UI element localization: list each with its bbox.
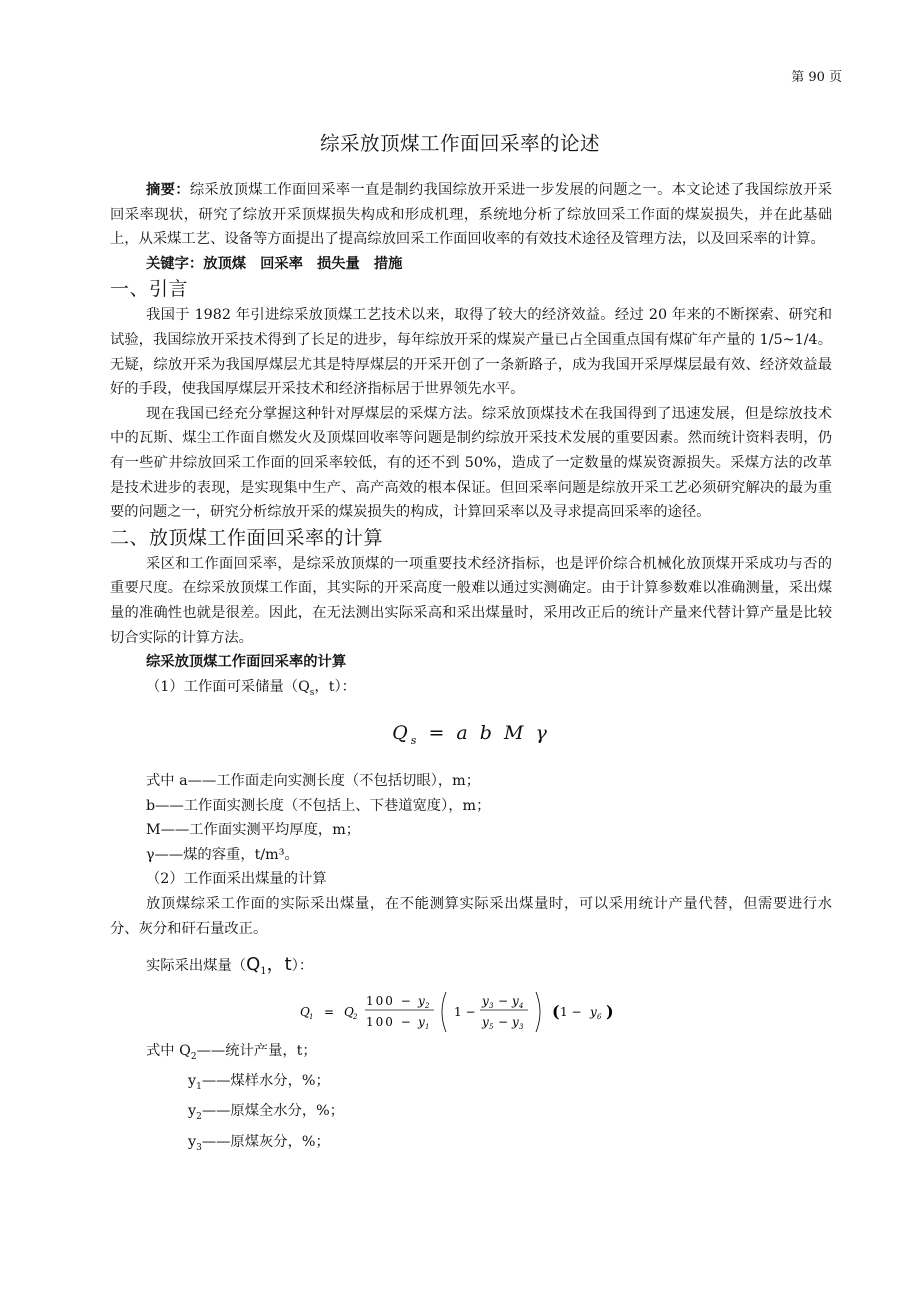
definition-y2: $y_2——$原煤全水分，%；: [188, 1103, 345, 1123]
calculation-subheading: 综采放顶煤工作面回采率的计算: [146, 654, 347, 671]
svg-text:1: 1: [309, 1012, 314, 1021]
keyword-item: 措施: [373, 255, 403, 272]
svg-text:4: 4: [519, 1001, 524, 1010]
svg-text:): ): [606, 1001, 614, 1021]
svg-text:6: 6: [597, 1012, 602, 1021]
svg-text:−: −: [498, 993, 509, 1008]
svg-text:y: y: [512, 1014, 519, 1029]
keyword-item: 损失量: [316, 255, 360, 272]
svg-text:y: y: [512, 993, 519, 1008]
svg-text:y: y: [482, 993, 489, 1008]
definition-a: 式中 a——工作面走向实测长度（不包括切眼），m；: [146, 772, 481, 789]
svg-text:5: 5: [489, 1022, 494, 1031]
item-1-label: （1）工作面可采储量（$Q_s$，t）：: [146, 678, 356, 698]
svg-text:Q: Q: [300, 1004, 310, 1019]
abstract-text: 综采放顶煤工作面回采率一直是制约我国综放开采进一步发展的问题之一。本文论述了我国综放开采回采率现状，研究了综放开采顶煤损失构成和形成机理，系统地分析了综放回采工作面的煤炭损失，并在此基础上，从采煤工艺、设备等方面提出了提高综放回采工作面回收率的有效技术途径及管理方法，以及回采率的计算。: [110, 182, 833, 248]
keywords-label: 关键字：: [146, 255, 204, 272]
intro-paragraph-2: 现在我国已经充分掌握这种针对厚煤层的采煤方法。综采放顶煤技术在我国得到了迅速发展，但是综放技术中的瓦斯、煤尘工作面自燃发火及顶煤回收率等问题是制约综放开采技术发展的重要因素。然而统计资料表明，仍有一些矿井综放回采工作面的回采率较低，有的还不到 50%，造成了一定数量的煤炭资源损失。采煤方法的改革是技术进步的表现，是实现集中生产、高产高效的根本保证。但回采率问题是综放开采工艺必须研究解决的最为重要的问题之一，研究分析综放开采的煤炭损失的构成，计算回采率以及寻求提高回采率的途径。: [110, 405, 832, 521]
calculation-paragraph-1: 采区和工作面回采率，是综采放顶煤的一项重要技术经济指标，也是评价综合机械化放顶煤开采成功与否的重要尺度。在综采放顶煤工作面，其实际的开采高度一般难以通过实测确定。由于计算参数难以准确测量，采出煤量的准确性也就是很差。因此，在无法测出实际采高和采出煤量时，采用改正后的统计产量来代替计算产量是比较切合实际的计算方法。: [110, 555, 832, 646]
abstract-label: 摘要：: [146, 182, 190, 198]
keyword-item: 放顶煤: [203, 255, 247, 272]
definition-b: b——工作面实测长度（不包括上、下巷道宽度），m；: [146, 797, 491, 814]
svg-text:2: 2: [353, 1012, 358, 1021]
definition-y1: $y_1——$煤样水分，%；: [188, 1073, 330, 1092]
keywords-line: [146, 252, 832, 277]
svg-text:y: y: [482, 1014, 489, 1029]
calculation-paragraph-2: 放顶煤综采工作面的实际采出煤量，在不能测算实际采出煤量时，可以采用统计产量代替，但需要进行水分、灰分和矸石量改正。: [110, 895, 832, 937]
svg-text:y: y: [590, 1004, 597, 1019]
svg-text:y: y: [418, 993, 425, 1008]
svg-text:Q: Q: [344, 1004, 354, 1019]
svg-text:3: 3: [519, 1022, 524, 1031]
definition-gamma: γ——煤的容重，t/m³。: [146, 846, 299, 863]
svg-text:2: 2: [425, 1001, 430, 1010]
svg-text:−: −: [498, 1014, 509, 1029]
section-heading-calculation: 二、放顶煤工作面回采率的计算: [110, 526, 384, 549]
keyword-item: 回采率: [260, 255, 303, 272]
svg-text:100 −: 100 −: [366, 1014, 413, 1029]
svg-text:100 −: 100 −: [366, 993, 413, 1008]
abstract-paragraph: [110, 178, 832, 252]
formula-reserves: $Q_s = a$ b M γ: [392, 722, 550, 747]
intro-paragraph-1: 我国于 1982 年引进综采放顶煤工艺技术以来，取得了较大的经济效益。经过 20 年来的不断探索、研究和试验，我国综放开采技术得到了长足的进步，每年综放开采的煤炭产量已占全国重点国有煤矿年产量的 1/5~1/4。无疑，综放开采为我国厚煤层尤其是特厚煤层的开采开创了一条新路子，成为我国开采厚煤层最有效、经济效益最好的手段，使我国厚煤层开采技术和经济指标居于世界领先水平。: [110, 307, 832, 398]
page-number: 第 90 页: [791, 70, 842, 85]
svg-text:3: 3: [489, 1001, 494, 1010]
item-2-label: （2）工作面采出煤量的计算: [146, 871, 327, 888]
section-heading-intro: 一、引言: [110, 278, 189, 301]
document-body: [110, 178, 832, 1160]
definition-Q2: 式中 $Q_2——$统计产量，t；: [146, 1042, 317, 1062]
svg-text:(: (: [552, 1001, 560, 1021]
svg-text:y: y: [418, 1014, 425, 1029]
svg-text:=: =: [324, 1004, 335, 1019]
svg-text:1 −: 1 −: [454, 1004, 476, 1019]
definition-M: M——工作面实测平均厚度，m；: [146, 822, 361, 839]
definition-y3: $y_3——$原煤灰分，%；: [188, 1133, 330, 1153]
formula-actual-output: [110, 985, 832, 1039]
svg-text:1 −: 1 −: [560, 1004, 582, 1019]
svg-text:1: 1: [425, 1022, 430, 1031]
actual-output-label: 实际采出煤量（$Q_1$，t）：: [146, 954, 314, 977]
document-title: 综采放顶煤工作面回采率的论述: [319, 132, 600, 155]
